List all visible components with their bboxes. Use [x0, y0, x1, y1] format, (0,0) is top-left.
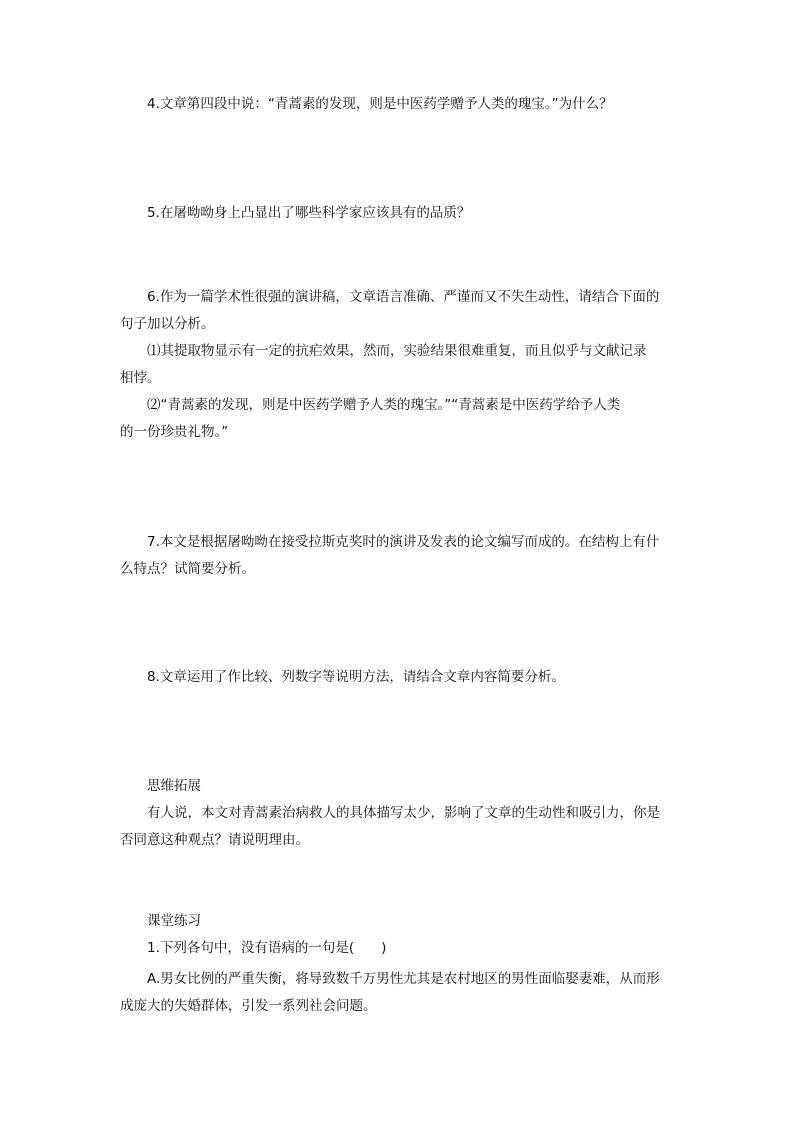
question-6-sentence-1-line-1: ⑴其提取物显示有一定的抗疟效果，然而，实验结果很难重复，而且似乎与文献记录 [147, 343, 647, 359]
practice-question-1: 1.下列各句中，没有语病的一句是( ) [147, 940, 387, 956]
question-6-line-1: 6.作为一篇学术性很强的演讲稿，文章语言准确、严谨而又不失生动性，请结合下面的 [147, 289, 660, 305]
practice-heading: 课堂练习 [147, 913, 201, 929]
question-7-line-2: 么特点？试简要分析。 [120, 561, 255, 577]
question-6-sentence-1-line-2: 相悖。 [120, 370, 161, 386]
question-8: 8.文章运用了作比较、列数字等说明方法，请结合文章内容简要分析。 [147, 669, 565, 685]
question-5: 5.在屠呦呦身上凸显出了哪些科学家应该具有的品质？ [147, 205, 471, 221]
question-6-line-2: 句子加以分析。 [120, 316, 215, 332]
extension-line-1: 有人说，本文对青蒿素治病救人的具体描写太少，影响了文章的生动性和吸引力，你是 [147, 805, 660, 821]
practice-option-a-line-1: A.男女比例的严重失衡，将导致数千万男性尤其是农村地区的男性面临娶妻难，从而形 [147, 971, 660, 987]
question-6-sentence-2-line-2: 的一份珍贵礼物。” [120, 424, 229, 440]
extension-heading: 思维拓展 [147, 778, 201, 794]
question-6-sentence-2-line-1: ⑵“青蒿素的发现，则是中医药学赠予人类的瑰宝。”“青蒿素是中医药学给予人类 [147, 397, 621, 413]
question-7-line-1: 7.本文是根据屠呦呦在接受拉斯克奖时的演讲及发表的论文编写而成的。在结构上有什 [147, 534, 660, 550]
practice-option-a-line-2: 成庞大的失婚群体，引发一系列社会问题。 [120, 998, 377, 1014]
extension-line-2: 否同意这种观点？请说明理由。 [120, 832, 309, 848]
question-4: 4.文章第四段中说：“青蒿素的发现，则是中医药学赠予人类的瑰宝。”为什么？ [147, 96, 613, 112]
